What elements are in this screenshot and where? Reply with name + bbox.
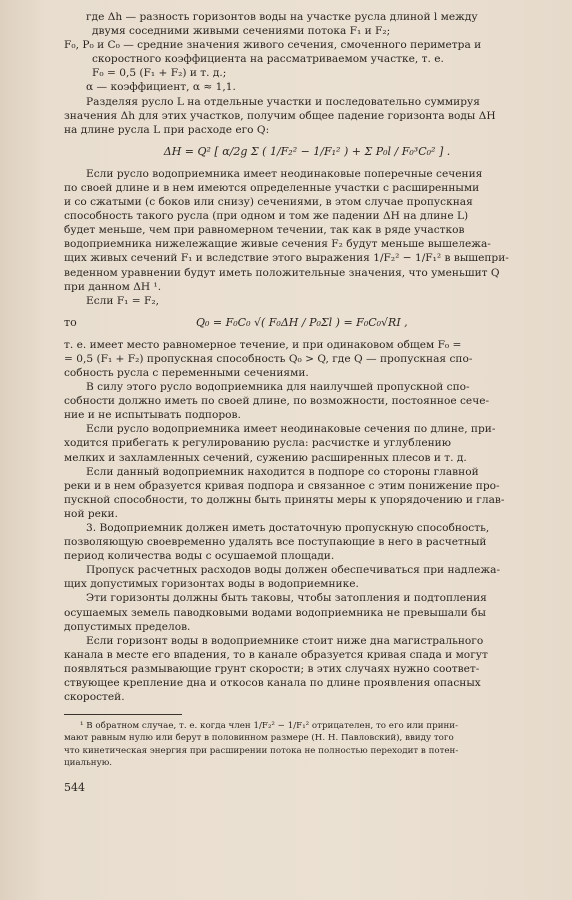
definition-line: F₀ = 0,5 (F₁ + F₂) и т. д.; <box>92 67 227 80</box>
text-line: мелких и захламленных сечений, сужению расширенных плесов и т. д. <box>64 451 467 464</box>
text-line: и со сжатыми (с боков или снизу) сечениями, в этом случае пропускная <box>64 196 473 209</box>
text-line: Разделяя русло L на отдельные участки и последовательно суммируя <box>86 95 480 108</box>
text-line: ходится прибегать к регулированию русла: расчистке и углублению <box>64 437 451 450</box>
text-line: канала в месте его впадения, то в канале образуется кривая спада и могут <box>64 648 488 661</box>
text-line: Если горизонт воды в водоприемнике стоит ниже дна магистрального <box>86 634 484 647</box>
text-line: водоприемника нижележащие живые сечения F₂ будут меньше вышележа- <box>64 238 491 251</box>
footnote <box>64 720 550 769</box>
text-line: ствующее крепление дна и откосов канала по длине проявления опасных <box>64 677 481 690</box>
formula-expression: Q₀ = F₀C₀ √( F₀ΔH / P₀Σl ) = F₀C₀√RI , <box>196 315 408 329</box>
text-line: значения Δh для этих участков, получим общее падение горизонта воды ΔH <box>64 109 496 122</box>
text-line: т. е. имеет место равномерное течение, и при одинаковом общем F₀ = <box>64 338 462 351</box>
text-line: Если данный водоприемник находится в подпоре со стороны главной <box>86 465 479 478</box>
text-line: скоростей. <box>64 691 125 704</box>
footnote-line: что кинетическая энергия при расширении потока не полностью переходит в потен- <box>64 745 459 756</box>
text-line: на длине русла L при расходе его Q: <box>64 123 270 136</box>
text-line: Пропуск расчетных расходов воды должен обеспечиваться при надлежа- <box>86 564 501 577</box>
formula-head-loss: ΔH = Q² [ α/2g Σ ( 1/F₂² − 1/F₁² ) + Σ P₀l / F₀³C₀² ] . <box>163 144 451 158</box>
definition-line: где Δh — разность горизонтов воды на участке русла длиной l между <box>86 11 478 23</box>
text-line: осушаемых земель паводковыми водами водоприемника не превышали бы <box>64 606 486 619</box>
definition-line: F₀, P₀ и C₀ — средние значения живого сечения, смоченного периметра и <box>64 39 482 52</box>
text-line: ной реки. <box>64 507 118 520</box>
text-line: В силу этого русло водоприемника для наилучшей пропускной спо- <box>86 381 470 394</box>
text-line: будет меньше, чем при равномерном течении, так как в ряде участков <box>64 224 465 237</box>
text-line: собность русла с переменными сечениями. <box>64 366 309 379</box>
text-line: Если русло водоприемника имеет неодинаковые поперечные сечения <box>86 167 483 180</box>
text-line: Если F₁ = F₂, <box>86 294 159 307</box>
footnote-line: ¹ В обратном случае, т. е. когда член 1/F₂² − 1/F₁² отрицателен, то его или прини- <box>80 721 459 732</box>
text-line: реки и в нем образуется кривая подпора и связанное с этим понижение про- <box>64 479 500 492</box>
formula-discharge <box>64 308 550 338</box>
page-number: 544 <box>64 781 85 795</box>
text-line: веденном уравнении будут иметь положительные значения, что уменьшит Q <box>64 266 500 279</box>
text-line: Эти горизонты должны быть таковы, чтобы затопления и подтопления <box>86 592 487 605</box>
text-line: позволяющую своевременно удалять все поступающие в него в расчетный <box>64 536 487 549</box>
text-line: = 0,5 (F₁ + F₂) пропускная способность Q₀ > Q, где Q — пропускная спо- <box>64 352 473 365</box>
text-line: появляться размывающие грунт скорости; в этих случаях нужно соответ- <box>64 662 480 675</box>
definition-line: скоростного коэффициента на рассматриваемом участке, т. е. <box>92 53 444 66</box>
footnote-divider <box>64 714 182 715</box>
text-line: щих живых сечений F₁ и вследствие этого выражения 1/F₂² − 1/F₁² в вышепри- <box>64 252 509 265</box>
definition-line: двумя соседними живыми сечениями потока F₁ и F₂; <box>92 25 391 38</box>
definitions-block <box>64 10 550 95</box>
formula-lead-word: то <box>64 315 77 329</box>
paragraph-variable-sections <box>64 167 550 308</box>
text-line: Если русло водоприемника имеет неодинаковые сечения по длине, при- <box>86 423 496 436</box>
definition-line: α — коэффициент, α ≈ 1,1. <box>86 81 236 94</box>
text-line: при данном ΔH ¹. <box>64 280 162 293</box>
text-line: щих допустимых горизонтах воды в водоприемнике. <box>64 578 359 591</box>
footnote-line: мают равным нулю или берут в половинном размере (Н. Н. Павловский), ввиду того <box>64 733 454 744</box>
text-line: способность такого русла (при одном и том же падении ΔH на длине L) <box>64 210 469 223</box>
text-line: по своей длине и в нем имеются определенные участки с расширенными <box>64 181 480 194</box>
text-line: пускной способности, то должны быть приняты меры к упорядочению и глав- <box>64 493 505 506</box>
text-line: 3. Водоприемник должен иметь достаточную пропускную способность, <box>86 522 490 534</box>
footnote-line: циальную. <box>64 757 113 768</box>
text-line: собности должно иметь по своей длине, по возможности, постоянное сече- <box>64 395 490 408</box>
text-line: ние и не испытывать подпоров. <box>64 409 241 422</box>
paragraph-main-body <box>64 338 550 704</box>
paragraph-summation <box>64 95 550 137</box>
text-line: период количества воды с осушаемой площади. <box>64 550 335 563</box>
text-line: допустимых пределов. <box>64 620 191 633</box>
